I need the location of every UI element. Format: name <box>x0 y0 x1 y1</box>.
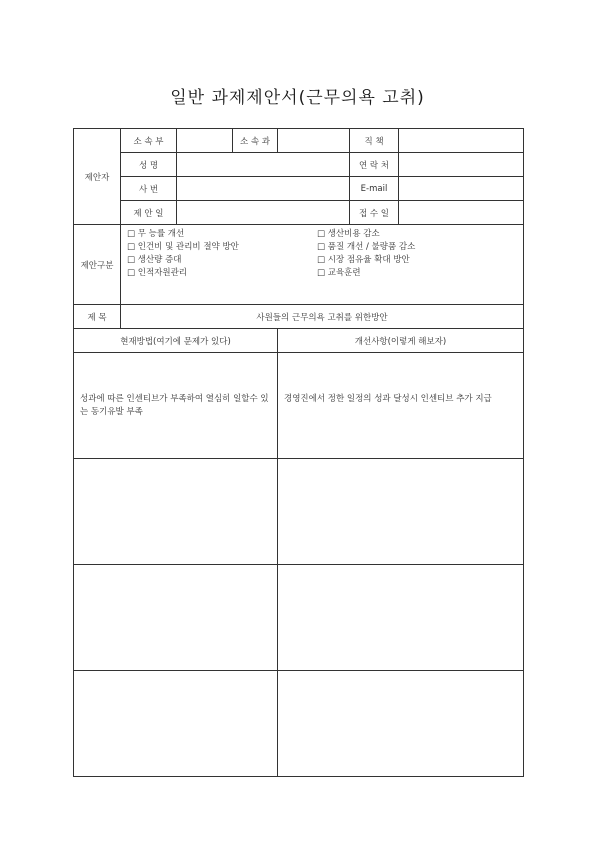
position-field[interactable] <box>399 129 524 153</box>
received-date-label: 접 수 일 <box>350 201 399 225</box>
name-field[interactable] <box>177 153 350 177</box>
category-option[interactable]: □ 교육훈련 <box>317 268 361 278</box>
subject-label: 제 목 <box>74 305 121 329</box>
subject-field[interactable]: 사원들의 근무의욕 고취를 위한방안 <box>121 305 524 329</box>
category-option[interactable]: □ 인건비 및 관리비 절약 방안 <box>127 242 239 252</box>
category-options <box>121 225 524 305</box>
improvement-cell[interactable] <box>278 565 524 671</box>
proposal-date-label: 제 안 일 <box>121 201 177 225</box>
name-label: 성 명 <box>121 153 177 177</box>
category-option[interactable]: □ 인적자원관리 <box>127 268 187 278</box>
improvement-cell[interactable] <box>278 671 524 777</box>
team-label: 소 속 과 <box>233 129 278 153</box>
category-section-label: 제안구분 <box>74 225 121 305</box>
current-method-cell[interactable] <box>74 671 278 777</box>
proposer-section-label: 제안자 <box>74 129 121 225</box>
proposal-date-field[interactable] <box>177 201 350 225</box>
category-option[interactable]: □ 시장 점유율 확대 방안 <box>317 255 410 265</box>
contact-field[interactable] <box>399 153 524 177</box>
email-field[interactable] <box>399 177 524 201</box>
category-option[interactable]: □ 생산비용 감소 <box>317 229 380 239</box>
dept-field[interactable] <box>177 129 233 153</box>
category-option[interactable]: □ 품질 개선 / 불량품 감소 <box>317 242 416 252</box>
contact-label: 연 락 처 <box>350 153 399 177</box>
improvement-cell[interactable] <box>278 459 524 565</box>
current-method-cell[interactable] <box>74 565 278 671</box>
category-option[interactable]: □ 무 능률 개선 <box>127 229 185 239</box>
dept-label: 소 속 부 <box>121 129 177 153</box>
current-method-cell[interactable] <box>74 459 278 565</box>
position-label: 직 책 <box>350 129 399 153</box>
category-option[interactable]: □ 생산량 증대 <box>127 255 182 265</box>
improvement-cell[interactable]: 경영진에서 정한 일정의 성과 달성시 인센티브 추가 지급 <box>278 353 524 459</box>
email-label: E-mail <box>350 177 399 201</box>
team-field[interactable] <box>278 129 350 153</box>
current-method-header: 현재방법(여기에 문제가 있다) <box>74 329 278 353</box>
current-method-cell[interactable]: 성과에 따른 인센티브가 부족하여 열심히 일할수 있는 동기유발 부족 <box>74 353 278 459</box>
improvement-header: 개선사항(이렇게 해보자) <box>278 329 524 353</box>
proposal-form <box>73 128 524 777</box>
employee-no-label: 사 번 <box>121 177 177 201</box>
employee-no-field[interactable] <box>177 177 350 201</box>
received-date-field[interactable] <box>399 201 524 225</box>
document-title: 일반 과제제안서(근무의욕 고취) <box>170 88 425 108</box>
